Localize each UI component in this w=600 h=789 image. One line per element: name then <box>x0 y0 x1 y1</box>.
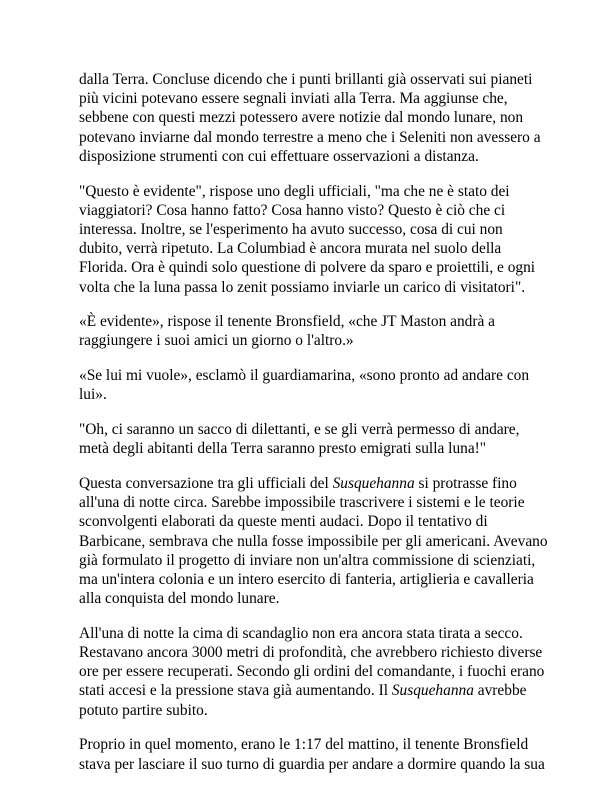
text-line: interessa. Inoltre, se l'esperimento ha avuto successo, cosa di cui non <box>79 220 503 238</box>
paragraph-7 <box>79 624 545 720</box>
paragraph-6 <box>79 474 548 608</box>
text-line: già formulato il progetto di inviare non un'altra commissione di scienziati, <box>79 551 536 569</box>
paragraph-1 <box>79 70 541 166</box>
paragraph-3 <box>79 312 529 350</box>
text-line: Restavano ancora 3000 metri di profondità, che avrebbero richiesto diverse <box>79 644 543 662</box>
paragraph-4 <box>79 366 529 404</box>
body-text <box>79 70 548 789</box>
ship-name-italic: Susquehanna <box>332 474 415 492</box>
ship-name-italic: Susquehanna <box>391 682 474 700</box>
text-line: «Se lui mi vuole», esclamò il guardiamarina, «sono pronto ad andare con <box>79 367 530 385</box>
text-line: sconvolgenti elaborati da queste menti audaci. Dopo il tentativo di <box>79 513 488 531</box>
text-line: sebbene con questi mezzi potessero avere notizie dal mondo lunare, non <box>79 109 524 127</box>
text-line <box>79 681 529 700</box>
text-line: "Questo è evidente", rispose uno degli ufficiali, "ma che ne è stato dei <box>79 182 510 200</box>
text-line: Proprio in quel momento, erano le 1:17 del mattino, il tenente Bronsfield <box>79 736 529 754</box>
text-line: volta che la luna passa lo zenit possiamo inviarle un carico di visitatori". <box>79 278 526 296</box>
text-line: "Oh, ci saranno un sacco di dilettanti, e se gli verrà permesso di andare, <box>79 421 520 439</box>
paragraph-2 <box>79 182 536 297</box>
text-line: potuto partire subito. <box>79 701 208 719</box>
text-line: dubito, verrà ripetuto. La Columbiad è ancora murata nel suolo della <box>79 240 502 258</box>
text-run: avrebbe <box>473 682 527 700</box>
text-line: All'una di notte la cima di scandaglio non era ancora stata tirata a secco. <box>79 624 523 642</box>
text-line: stava per lasciare il suo turno di guardia per andare a dormire quando la sua <box>79 755 545 773</box>
text-line: potevano inviarne dal mondo terrestre a meno che i Seleniti non avessero a <box>79 128 541 146</box>
text-run: si protrasse fino <box>414 474 517 492</box>
text-line: Barbicane, sembrava che nulla fosse impossibile per gli americani. Avevano <box>79 532 548 550</box>
text-line: ore per essere recuperati. Secondo gli ordini del comandante, i fuochi erano <box>79 663 545 681</box>
text-line: viaggiatori? Cosa hanno fatto? Cosa hanno visto? Questo è ciò che ci <box>79 201 506 219</box>
paragraph-8 <box>79 735 545 773</box>
text-line: disposizione strumenti con cui effettuare osservazioni a distanza. <box>79 147 479 165</box>
text-line: Florida. Ora è quindi solo questione di polvere da sparo e proiettili, e ogni <box>79 259 536 277</box>
text-line: «È evidente», rispose il tenente Bronsfield, «che JT Maston andrà a <box>79 313 496 331</box>
text-line: dalla Terra. Concluse dicendo che i punti brillanti già osservati sui pianeti <box>79 71 533 88</box>
text-run: stati accesi e la pressione stava già aumentando. Il <box>79 682 392 700</box>
paragraph-5 <box>79 420 529 458</box>
text-line: all'una di notte circa. Sarebbe impossibile trascrivere i sistemi e le teorie <box>79 494 525 512</box>
text-line: ma un'intera colonia e un intero esercito di fanteria, artiglieria e cavalleria <box>79 570 534 588</box>
text-line: lui». <box>79 386 107 404</box>
text-line: raggiungere i suoi amici un giorno o l'altro.» <box>79 332 354 350</box>
text-run: Questa conversazione tra gli ufficiali del <box>79 474 333 492</box>
text-line: metà degli abitanti della Terra saranno presto emigrati sulla luna!" <box>79 440 487 458</box>
text-line <box>79 474 529 493</box>
text-line: alla conquista del mondo lunare. <box>79 590 280 608</box>
text-line: più vicini potevano essere segnali inviati alla Terra. Ma aggiunse che, <box>79 90 508 108</box>
